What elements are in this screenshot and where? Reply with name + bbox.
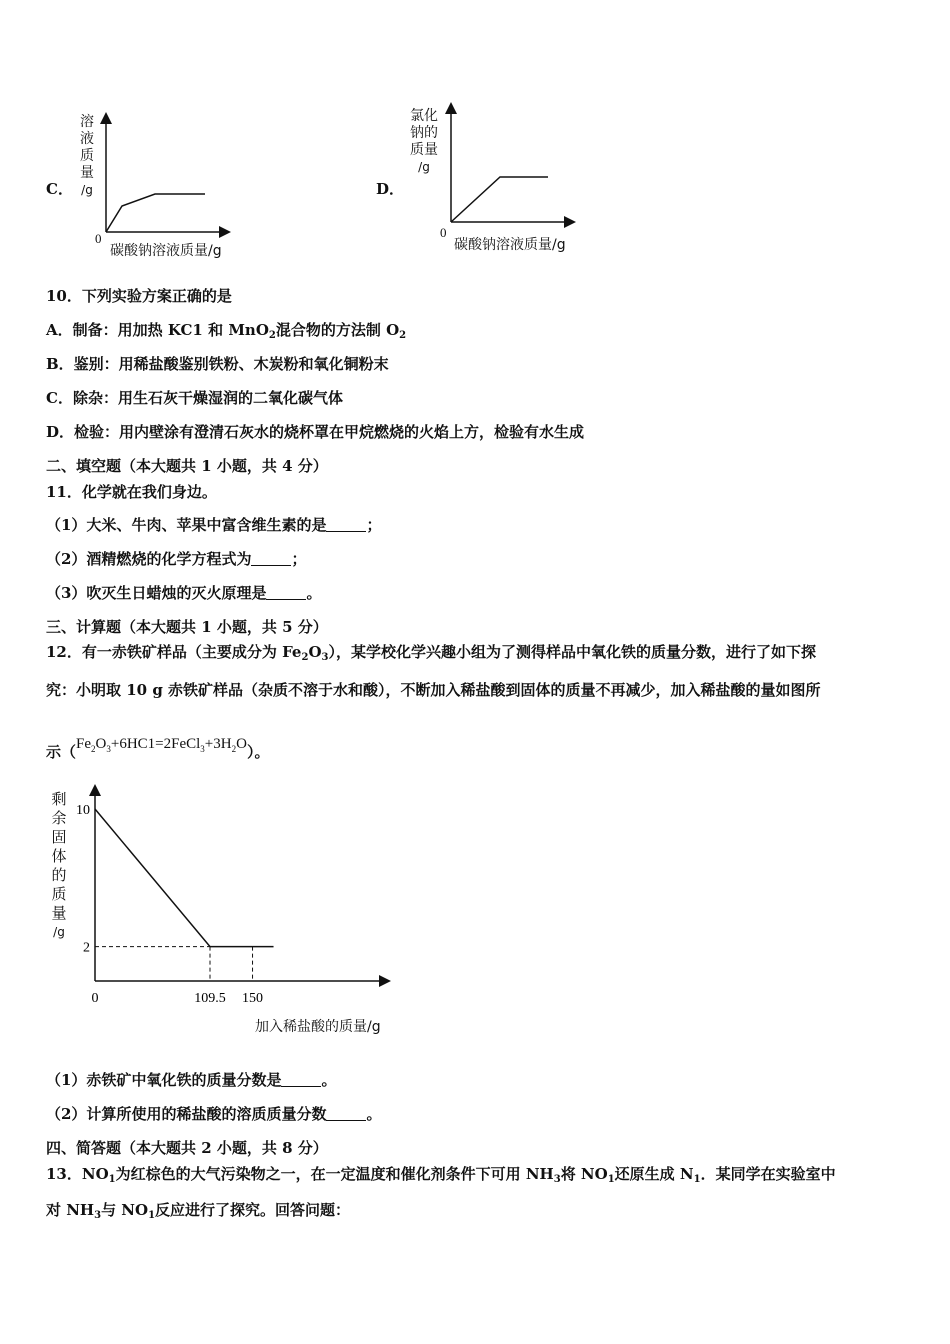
- section-2-title: 二、填空题（本大题共 1 小题，共 4 分）: [46, 457, 328, 475]
- q10-stem: 10．下列实验方案正确的是: [46, 287, 232, 305]
- q12-part-1: （1）赤铁矿中氧化铁的质量分数是 。: [46, 1071, 337, 1089]
- answer-blank[interactable]: [326, 1106, 366, 1121]
- q13-line-1: 13．$NO_1$为红棕色的大气污染物之一，在一定温度和催化剂条件下可用 $NH_3$将 $NO_1$还原生成 $N_1$．某同学在实验室中: [46, 1165, 836, 1185]
- section-3-title: 三、计算题（本大题共 1 小题，共 5 分）: [46, 618, 328, 636]
- q12-line-2: 究：小明取 10 g 赤铁矿样品（杂质不溶于水和酸），不断加入稀盐酸到固体的质量不再减少，加入稀盐酸的量如图所: [46, 681, 821, 699]
- q12-line-3: 示$(Fe_2O_3+6HC1=2FeCl_3+3H_2O)$。: [46, 736, 270, 761]
- q10-option-b: B．鉴别：用稀盐酸鉴别铁粉、木炭粉和氧化铜粉末: [46, 355, 389, 373]
- chart-x-tick-label: 150: [242, 991, 264, 1006]
- chart-ylabel: 剩 余 固 体 的 质 量 /g: [51, 790, 67, 939]
- option-c-label: C．: [46, 180, 73, 198]
- chart-series-line: [95, 809, 274, 947]
- graph-d-xlabel: 碳酸钠溶液质量/g: [454, 237, 566, 253]
- q13-line-2: 对 $NH_3$与 $NO_1$反应进行了探究。回答问题：: [46, 1201, 351, 1221]
- option-d-label: D．: [376, 180, 405, 198]
- graph-c-origin: 0: [95, 231, 102, 246]
- q11-part-3: （3）吹灭生日蜡烛的灭火原理是 。: [46, 584, 322, 602]
- q11-part-2: （2）酒精燃烧的化学方程式为 ；: [46, 550, 307, 568]
- q11-part-1: （1）大米、牛肉、苹果中富含维生素的是 ；: [46, 516, 382, 534]
- answer-blank[interactable]: [281, 1072, 321, 1087]
- q10-option-d: D．检验：用内壁涂有澄清石灰水的烧杯罩在甲烷燃烧的火焰上方，检验有水生成: [46, 423, 585, 441]
- q10-option-c: C．除杂：用生石灰干燥湿润的二氧化碳气体: [46, 389, 343, 407]
- reaction-equation: $Fe_2O_3+6HC1=2FeCl_3+3H_2O$: [76, 736, 247, 754]
- chart-xlabel: 加入稀盐酸的质量/g: [255, 1019, 381, 1035]
- q10-option-a: A．制备：用加热 KC1 和 MnO$_2$混合物的方法制 $O_2$: [46, 321, 407, 341]
- graph-c-ylabel: 溶 液 质 量 /g: [80, 114, 94, 197]
- graph-d-origin: 0: [440, 225, 447, 240]
- section-4-title: 四、简答题（本大题共 2 小题，共 8 分）: [46, 1139, 328, 1157]
- q12-line-1: 12．有一赤铁矿样品（主要成分为 $Fe_2O_3$），某学校化学兴趣小组为了测得样品中氧化铁的质量分数，进行了如下探: [46, 643, 817, 663]
- q12-part-2: （2）计算所使用的稀盐酸的溶质质量分数 。: [46, 1105, 382, 1123]
- chart-y-tick-label: 10: [76, 803, 90, 818]
- chart-x-tick-label: 109.5: [194, 991, 226, 1006]
- graph-d-ylabel: 氯化 钠的 质量 /g: [410, 108, 438, 174]
- q11-stem: 11．化学就在我们身边。: [46, 483, 217, 501]
- graph-c-xlabel: 碳酸钠溶液质量/g: [110, 243, 222, 259]
- chart-x-tick-label: 0: [91, 991, 99, 1006]
- chart-y-tick-label: 2: [83, 940, 90, 956]
